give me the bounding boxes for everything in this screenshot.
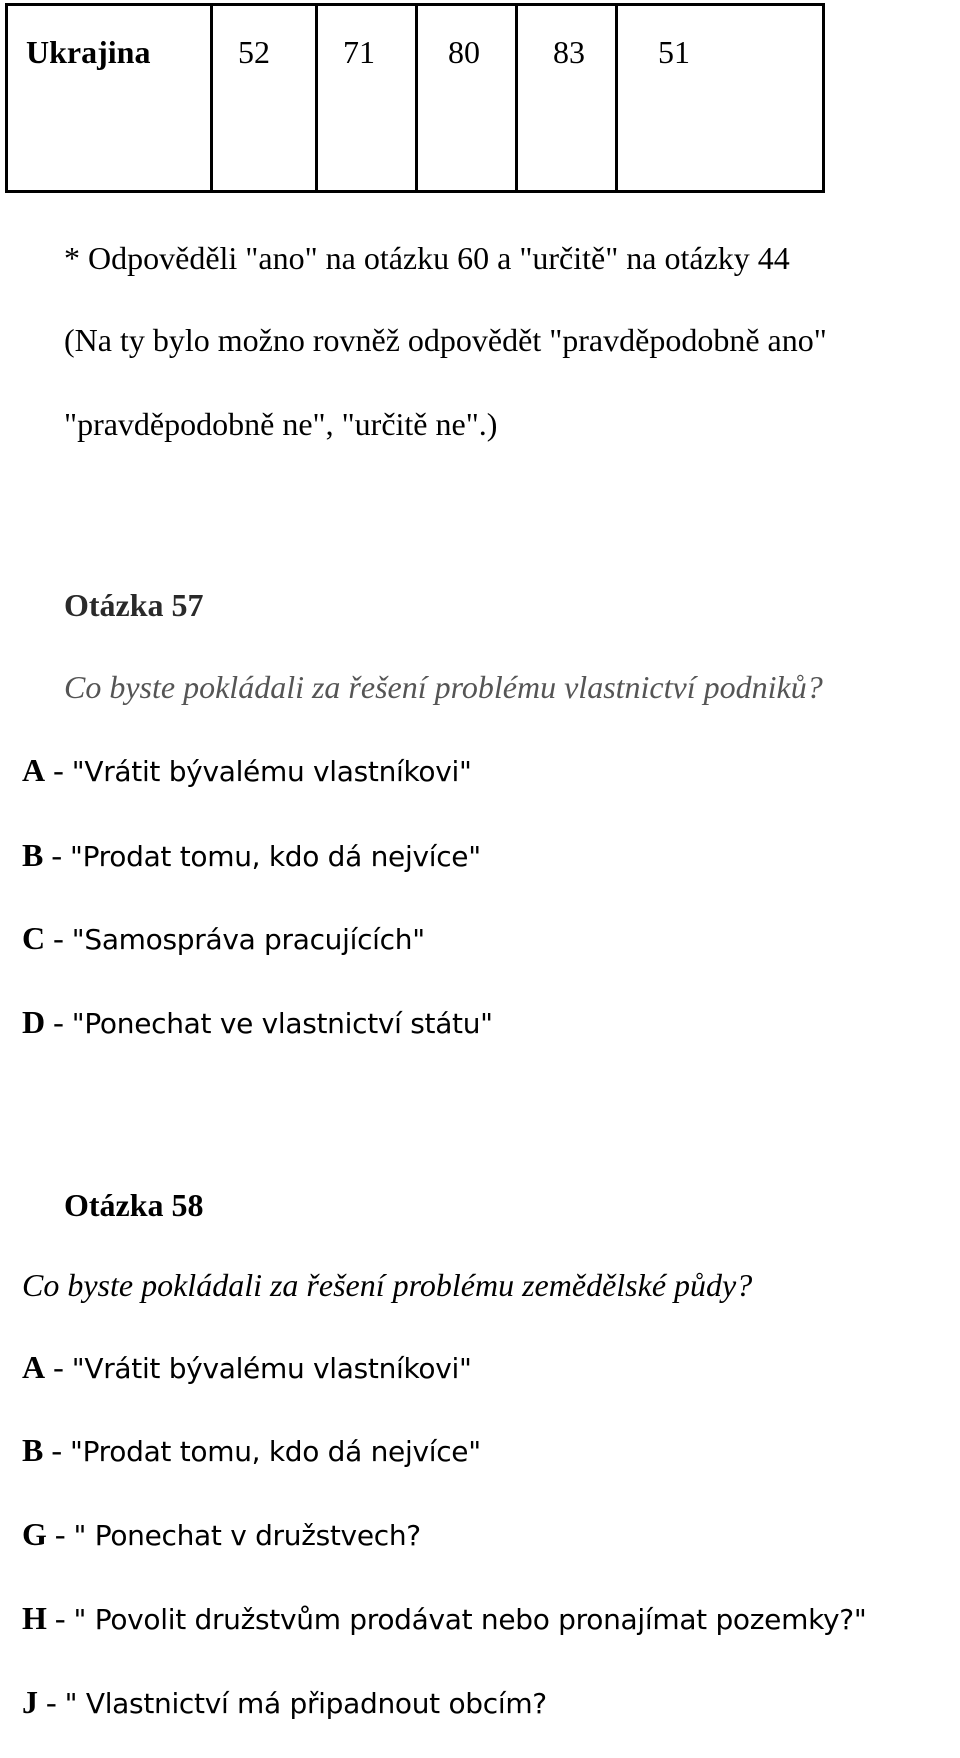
option-key: B xyxy=(22,1432,44,1468)
option-text: " Ponechat v družstvech? xyxy=(73,1519,421,1552)
option-text: "Vrátit bývalému vlastníkovi" xyxy=(71,1352,472,1385)
option-sep: - xyxy=(43,1432,70,1468)
column-divider xyxy=(415,3,418,193)
option-sep: - xyxy=(45,1004,72,1040)
column-divider xyxy=(315,3,318,193)
q58-option-g xyxy=(22,1514,421,1556)
value-5: 51 xyxy=(658,34,690,70)
option-text: "Ponechat ve vlastnictví státu" xyxy=(71,1007,493,1040)
footnote-line-1: * Odpověděli "ano" na otázku 60 a "určitě" na otázky 44 xyxy=(64,240,790,276)
q57-option-d xyxy=(22,1002,493,1044)
value-2: 71 xyxy=(343,34,375,70)
option-sep: - xyxy=(43,837,70,873)
option-key: A xyxy=(22,1349,46,1385)
option-text: "Prodat tomu, kdo dá nejvíce" xyxy=(70,1435,481,1468)
option-key: C xyxy=(22,920,46,956)
option-text: "Samospráva pracujících" xyxy=(71,923,425,956)
option-key: G xyxy=(22,1516,47,1552)
q57-option-b xyxy=(22,835,481,877)
q57-option-c xyxy=(22,918,425,960)
option-sep: - xyxy=(46,1600,74,1636)
q57-question: Co byste pokládali za řešení problému vlastnictví podniků? xyxy=(64,669,823,705)
option-key: A xyxy=(22,752,46,788)
q58-question: Co byste pokládali za řešení problému zemědělské půdy? xyxy=(22,1267,753,1303)
value-4: 83 xyxy=(553,34,585,70)
column-divider xyxy=(615,3,618,193)
option-sep: - xyxy=(46,1516,74,1552)
option-text: "Vrátit bývalému vlastníkovi" xyxy=(71,755,472,788)
option-text: " Povolit družstvům prodávat nebo pronajímat pozemky?" xyxy=(73,1603,867,1636)
value-3: 80 xyxy=(448,34,480,70)
option-sep: - xyxy=(38,1684,65,1720)
q58-option-a xyxy=(22,1347,472,1389)
value-1: 52 xyxy=(238,34,270,70)
column-divider xyxy=(210,3,213,193)
country-name: Ukrajina xyxy=(26,34,151,70)
option-text: "Prodat tomu, kdo dá nejvíce" xyxy=(70,840,481,873)
results-table-wrap xyxy=(5,3,825,193)
option-sep: - xyxy=(45,1349,72,1385)
footnote-line-2: (Na ty bylo možno rovněž odpovědět "pravděpodobně ano" xyxy=(64,322,827,358)
q58-title: Otázka 58 xyxy=(64,1187,204,1223)
option-key: B xyxy=(22,837,44,873)
q57-option-a xyxy=(22,750,472,792)
option-key: D xyxy=(22,1004,46,1040)
q57-title: Otázka 57 xyxy=(64,587,204,623)
footnote-line-3: "pravděpodobně ne", "určitě ne".) xyxy=(64,406,498,442)
option-text: " Vlastnictví má připadnout obcím? xyxy=(64,1687,547,1720)
option-sep: - xyxy=(45,920,72,956)
q58-option-h xyxy=(22,1598,866,1640)
column-divider xyxy=(515,3,518,193)
q58-option-j xyxy=(22,1682,547,1724)
option-sep: - xyxy=(45,752,72,788)
option-key: J xyxy=(22,1684,38,1720)
q58-option-b xyxy=(22,1430,481,1472)
option-key: H xyxy=(22,1600,47,1636)
